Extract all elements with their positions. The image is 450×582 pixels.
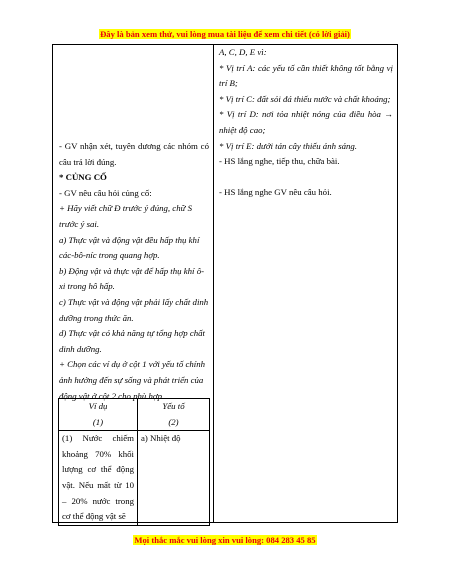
matching-instruction: + Chọn các ví dụ ở cột 1 với yếu tố chính ảnh hưởng đến sự sống và phát triển của động vật ở cột 2 cho phù hợp. bbox=[59, 359, 206, 401]
contact-banner: Mọi thắc mắc vui lòng xin vui lòng: 084 283 45 85 bbox=[134, 535, 316, 545]
statement-d: d) Thực vật có khả năng tự tổng hợp chất dinh dưỡng. bbox=[59, 328, 205, 354]
matching-table bbox=[58, 398, 210, 526]
student-listen-correct: - HS lắng nghe, tiếp thu, chữa bài. bbox=[219, 156, 340, 167]
statement-b: b) Động vật và thực vật để hấp thụ khí ô-xi trong hô hấp. bbox=[59, 265, 205, 292]
teacher-feedback: - GV nhận xét, tuyên dương các nhóm có câu trả lời đúng. bbox=[59, 141, 209, 167]
column-divider bbox=[213, 45, 214, 522]
answer-position-c: * Vị trí C: đất sỏi đá thiếu nước và chất khoáng; bbox=[219, 93, 391, 104]
consolidation-heading: * CỦNG CỐ bbox=[59, 172, 107, 183]
answer-position-d: * Vị trí D: nơi tỏa nhiệt nóng của điều hòa → nhiệt độ cao; bbox=[219, 109, 393, 135]
answer-intro: A, C, D, E vì: bbox=[219, 47, 267, 57]
answer-position-a: * Vị trí A: các yếu tố cần thiết không tốt bằng vị trí B; bbox=[219, 62, 393, 89]
student-activity-column bbox=[219, 45, 393, 201]
header-factor: Yếu tố (2) bbox=[138, 399, 210, 431]
student-listen-question: - HS lắng nghe GV nêu câu hỏi. bbox=[219, 187, 332, 198]
teacher-question: - GV nêu câu hỏi củng cố: bbox=[59, 187, 152, 198]
table-header-row bbox=[59, 399, 210, 431]
statement-c: c) Thực vật và động vật phải lấy chất dinh dưỡng trong thức ăn. bbox=[59, 296, 209, 323]
factor-cell: a) Nhiệt độ bbox=[138, 431, 210, 526]
answer-position-e: * Vị trí E: dưới tán cây thiếu ánh sáng. bbox=[219, 140, 358, 151]
lesson-table bbox=[52, 44, 398, 523]
table-row bbox=[59, 431, 210, 526]
true-false-instruction: + Hãy viết chữ Đ trước ý đúng, chữ S trước ý sai. bbox=[59, 203, 192, 229]
statement-a: a) Thực vật và động vật đều hấp thụ khí các-bô-níc trong quang hợp. bbox=[59, 234, 200, 261]
header-example: Ví dụ (1) bbox=[59, 399, 138, 431]
spacer bbox=[219, 170, 393, 186]
example-cell: (1) Nước chiếm khoảng 70% khối lượng cơ thể động vật. Nếu mất từ 10 – 20% nước trong cơ thể động vật sẽ bbox=[59, 431, 138, 526]
preview-banner: Đây là bản xem thử, vui lòng mua tài liệu để xem chi tiết (có lời giải) bbox=[100, 29, 350, 39]
